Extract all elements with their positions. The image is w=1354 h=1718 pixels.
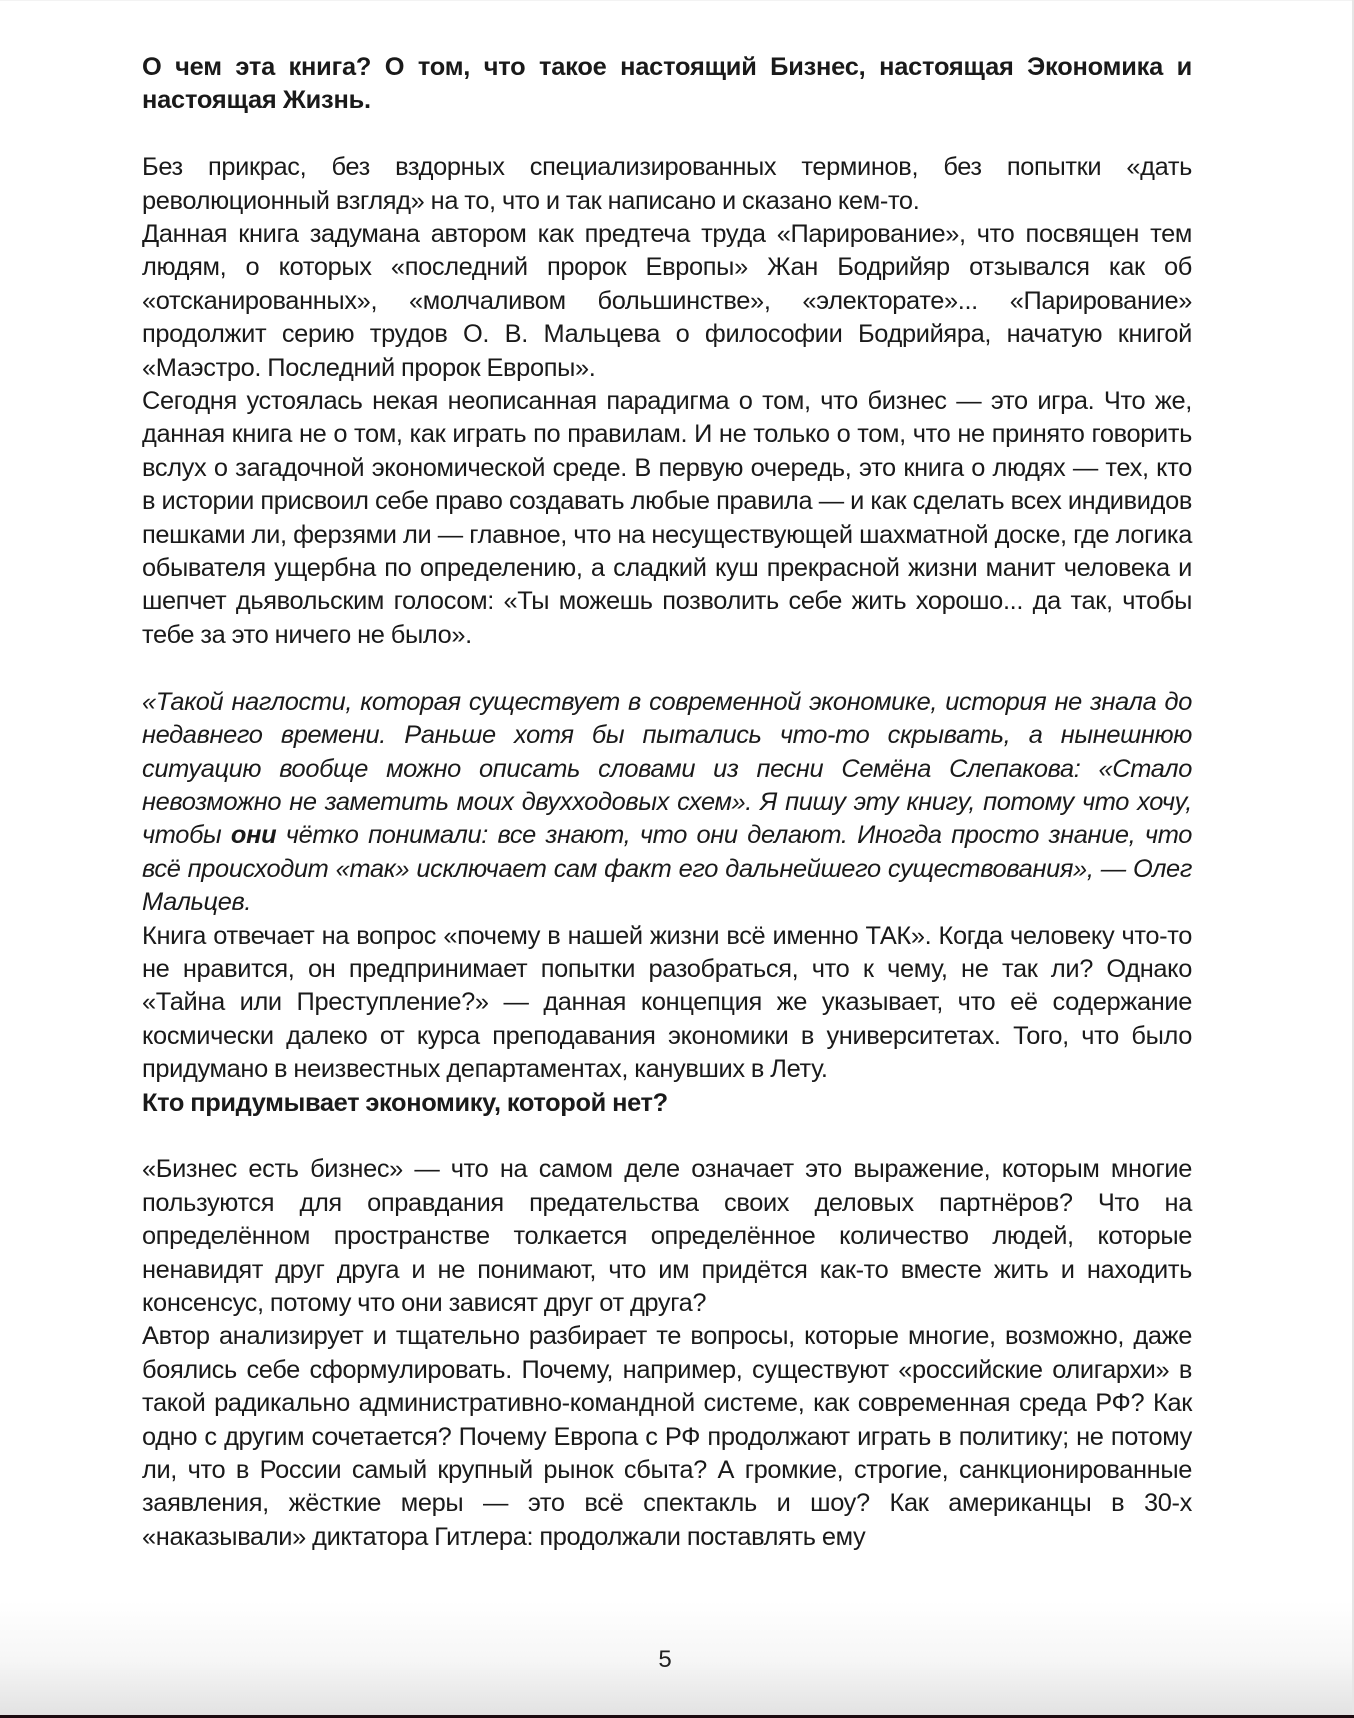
paragraph-why-so: Книга отвечает на вопрос «почему в нашей жизни всё именно ТАК». Когда человеку что-то не нравится, он предпринимает попытки разобраться, что к чему, не так ли? Однако «Тайна или Преступление?» — данная концепция же указывает, что её содержание космически далеко от курса преподавания экономики в университетах. Того, что было придумано в неизвестных департаментах, канувших в Лету. [142, 921, 1192, 1084]
paragraph-parirovanie: Данная книга задумана автором как предтеча труда «Парирование», что посвящен тем людям, о которых «последний пророк Европы» Жан Бодрийяр отзывался как об «отсканированных», «молчаливом большинстве», «электорате»... «Парирование» продолжит серию трудов О. В. Мальцева о философии Бодрийяра, начатую книгой «Маэстро. Последний пророк Европы». [142, 220, 1192, 382]
intro-heading: О чем эта книга? О том, что такое настоящий Бизнес, настоящая Экономика и настоящая Жизнь. [142, 53, 1192, 115]
page-number: 5 [658, 1646, 672, 1673]
paragraph-author-analyzes: Автор анализирует и тщательно разбирает те вопросы, которые многие, возможно, даже боялись себе сформулировать. Почему, например, существуют «российские олигархи» в такой радикально административно-командной системе, как современная среда РФ? Как одно с другим сочетается? Почему Европа с РФ продолжают играть в политику; не потому ли, что в России самый крупный рынок сбыта? А громкие, строгие, санкционированные заявления, жёсткие меры — это всё спектакль и шоу? Как американцы в 30-х «наказывали» диктатора Гитлера: продолжали поставлять ему [142, 1322, 1192, 1551]
page-text-block [142, 51, 1192, 1554]
paragraph-spacer [142, 1120, 1192, 1153]
paragraph-no-frills: Без прикрас, без вздорных специализированных терминов, без попытки «дать революционный взгляд» на то, что и так написано и сказано кем-то. [142, 153, 1192, 215]
quote-text-end: чётко понимали: все знают, что они делают. Иногда просто знание, что всё происходит «так» исключает сам факт его дальнейшего существования», — Олег Мальцев. [142, 821, 1192, 917]
paragraph-spacer [142, 652, 1192, 685]
quote-text-start: «Такой наглости, которая существует в современной экономике, история не знала до недавнего времени. Раньше хотя бы пытались что-то скрывать, а нынешнюю ситуацию вообще можно описать словами из песни Семёна Слепакова: «Стало невозможно не заметить моих двухходовых схем». Я пишу эту книгу, потому что хочу, чтобы [142, 687, 1192, 850]
quote-emphasis: они [230, 821, 277, 850]
paragraph-spacer [142, 118, 1192, 151]
subheading-who-invents: Кто придумывает экономику, которой нет? [142, 1088, 668, 1117]
author-quote [142, 686, 1192, 920]
paragraph-paradigm: Сегодня устоялась некая неописанная парадигма о том, что бизнес — это игра. Что же, данная книга не о том, как играть по правилам. И не только о том, что не принято говорить вслух о загадочной экономической среде. В первую очередь, это книга о людях — тех, кто в истории присвоил себе право создавать любые правила — и как сделать всех индивидов пешками ли, ферзями ли — главное, что на несуществующей шахматной доске, где логика обывателя ущербна по определению, а сладкий куш прекрасной жизни манит человека и шепчет дьявольским голосом: «Ты можешь позволить себе жить хорошо... да так, чтобы тебе за это ничего не было». [142, 387, 1192, 649]
paragraph-business-is-business: «Бизнес есть бизнес» — что на самом деле означает это выражение, которым многие пользуются для оправдания предательства своих деловых партнёров? Что на определённом пространстве толкается определённое количество людей, которые ненавидят друг друга и не понимают, что им придётся как-то вместе жить и находить консенсус, потому что они зависят друг от друга? [142, 1155, 1192, 1317]
